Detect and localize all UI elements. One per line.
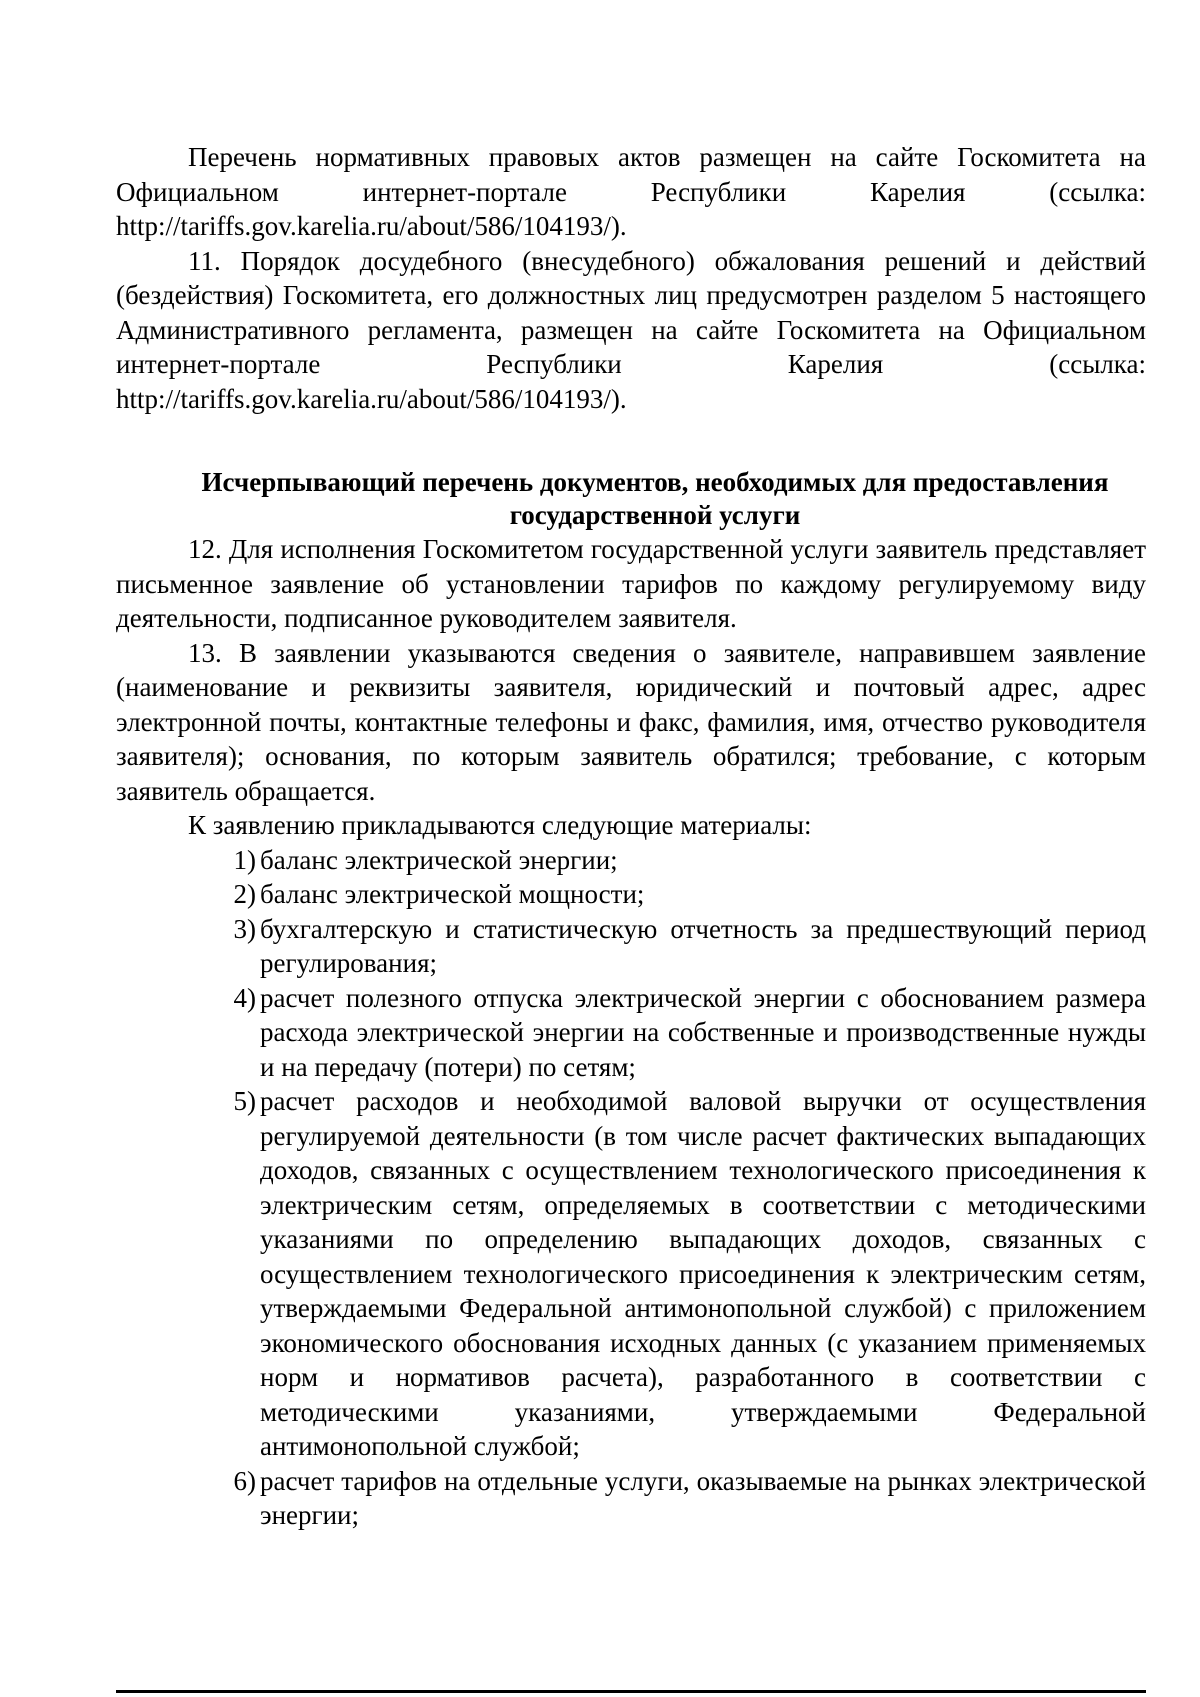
list-item-text: расчет тарифов на отдельные услуги, оказываемые на рынках электрической энергии; bbox=[260, 1465, 1146, 1530]
list-item-text: баланс электрической энергии; bbox=[260, 844, 618, 875]
list-item-number: 6) bbox=[233, 1465, 256, 1496]
list-item-number: 4) bbox=[233, 982, 256, 1013]
page-bottom-rule bbox=[116, 1690, 1146, 1693]
list-item bbox=[116, 843, 1146, 878]
list-item-number: 5) bbox=[233, 1086, 256, 1116]
list-item-number: 3) bbox=[233, 913, 256, 944]
list-item-text: баланс электрической мощности; bbox=[260, 879, 645, 909]
list-item bbox=[116, 1084, 1146, 1464]
list-item-text: расчет расходов и необходимой валовой выручки от осуществления регулируемой деятельности (в том числе расчет фактических выпадающих доходов, связанных с осуществлением технологического присоединения к электрическим сетям, определяемых в соответствии с методическими указаниями по определению выпадающих доходов, связанных с осуществлением технологического присоединения к электрическим сетям, утверждаемыми Федеральной антимонопольной службой) с приложением экономического обоснования исходных данных (с указанием применяемых норм и нормативов расчета), разработанного в соответствии с методическими указаниями, утверждаемыми Федеральной антимонопольной службой; bbox=[260, 1086, 1146, 1461]
document-page bbox=[116, 140, 1146, 1533]
list-item-number: 2) bbox=[233, 879, 256, 909]
paragraph-13: 13. В заявлении указываются сведения о заявителе, направившем заявление (наименование и реквизиты заявителя, юридический и почтовый адрес, адрес электронной почты, контактные телефоны и факс, фамилия, имя, отчество руководителя заявителя); основания, по которым заявитель обратился; требование, с которым заявитель обращается. bbox=[116, 637, 1146, 806]
list-item bbox=[116, 1464, 1146, 1533]
materials-list bbox=[116, 843, 1146, 1533]
paragraph-materials-intro: К заявлению прикладываются следующие материалы: bbox=[188, 810, 812, 840]
list-item bbox=[116, 877, 1146, 912]
paragraph-npa-list: Перечень нормативных правовых актов размещен на сайте Госкомитета на Официальном интернет-портале Республики Карелия (ссылка: http://tariffs.gov.karelia.ru/about/586/104193/). bbox=[116, 142, 1146, 241]
list-item bbox=[116, 912, 1146, 981]
section-heading: Исчерпывающий перечень документов, необходимых для предоставления государственной услуги bbox=[201, 467, 1109, 530]
spacer bbox=[116, 416, 1146, 466]
paragraph-12: 12. Для исполнения Госкомитетом государственной услуги заявитель представляет письменное заявление об установлении тарифов по каждому регулируемому виду деятельности, подписанное руководителем заявителя. bbox=[116, 534, 1146, 633]
list-item bbox=[116, 981, 1146, 1085]
list-item-text: расчет полезного отпуска электрической энергии с обоснованием размера расхода электрической энергии на собственные и производственные нужды и на передачу (потери) по сетям; bbox=[260, 982, 1146, 1082]
list-item-text: бухгалтерскую и статистическую отчетность за предшествующий период регулирования; bbox=[260, 913, 1146, 978]
paragraph-11: 11. Порядок досудебного (внесудебного) обжалования решений и действий (бездействия) Госкомитета, его должностных лиц предусмотрен разделом 5 настоящего Административного регламента, размещен на сайте Госкомитета на Официальном интернет-портале Республики Карелия (ссылка: http://tariffs.gov.karelia.ru/about/586/104193/). bbox=[116, 245, 1146, 414]
list-item-number: 1) bbox=[233, 844, 256, 875]
